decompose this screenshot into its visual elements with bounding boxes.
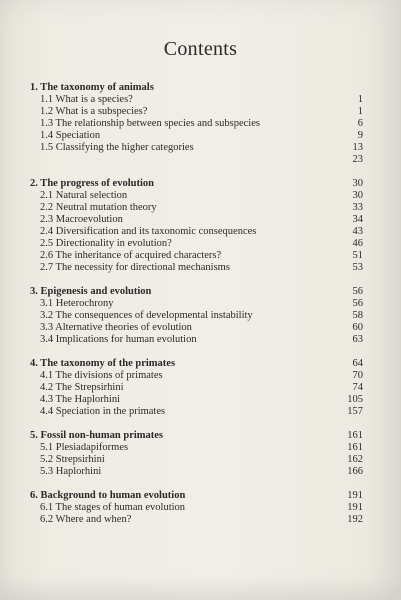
toc-entry — [40, 298, 363, 310]
section-title: 3.3 Alternative theories of evolution — [40, 322, 192, 333]
chapter-page-number: 30 — [352, 178, 363, 189]
toc-entry — [40, 442, 363, 454]
section-page-number: 191 — [347, 502, 363, 513]
toc-entry — [40, 382, 363, 394]
section-title: 6.2 Where and when? — [40, 514, 132, 525]
toc-entry — [40, 322, 363, 334]
toc-chapter — [30, 430, 363, 478]
chapter-heading: 1. The taxonomy of animals — [30, 82, 154, 93]
toc-entry — [40, 310, 363, 322]
section-title: 2.3 Macroevolution — [40, 214, 123, 225]
section-page-number: 46 — [352, 238, 363, 249]
section-page-number: 60 — [352, 322, 363, 333]
toc-chapter — [30, 286, 363, 346]
section-page-number: 157 — [347, 406, 363, 417]
toc-entry — [40, 502, 363, 514]
section-title: 4.1 The divisions of primates — [40, 370, 163, 381]
toc-entry — [40, 118, 363, 130]
section-title: 2.5 Directionality in evolution? — [40, 238, 172, 249]
section-page-number: 63 — [352, 334, 363, 345]
section-title: 3.1 Heterochrony — [40, 298, 114, 309]
section-title: 5.2 Strepsirhini — [40, 454, 105, 465]
section-page-number: 192 — [347, 514, 363, 525]
chapter-heading: 4. The taxonomy of the primates — [30, 358, 176, 369]
section-title: 3.4 Implications for human evolution — [40, 334, 197, 345]
section-page-number: 23 — [352, 154, 363, 165]
chapter-heading-row — [30, 286, 363, 298]
toc-chapter — [30, 490, 363, 526]
section-page-number: 70 — [352, 370, 363, 381]
section-page-number: 162 — [347, 454, 363, 465]
chapter-page-number: 64 — [352, 358, 363, 369]
section-page-number: 30 — [352, 190, 363, 201]
toc-entry — [40, 190, 363, 202]
section-page-number: 1 — [357, 106, 363, 117]
toc-entry — [40, 154, 363, 166]
section-page-number: 1 — [357, 94, 363, 105]
section-title: 1.1 What is a species? — [40, 94, 133, 105]
toc-entry — [40, 406, 363, 418]
section-page-number: 161 — [347, 442, 363, 453]
section-page-number: 43 — [352, 226, 363, 237]
chapter-heading: 3. Epigenesis and evolution — [30, 286, 152, 297]
chapter-heading-row — [30, 178, 363, 190]
toc-entry — [40, 214, 363, 226]
chapter-heading-row — [30, 490, 363, 502]
section-page-number: 74 — [352, 382, 363, 393]
toc-entry — [40, 334, 363, 346]
toc-entry — [40, 466, 363, 478]
toc-entry — [40, 238, 363, 250]
section-title: 2.7 The necessity for directional mechanisms — [40, 262, 230, 273]
toc-entry — [40, 394, 363, 406]
toc-chapter — [30, 358, 363, 418]
section-page-number: 13 — [352, 142, 363, 153]
toc-entry — [40, 514, 363, 526]
chapter-page-number: 161 — [347, 430, 363, 441]
section-title: 5.1 Plesiadapiformes — [40, 442, 129, 453]
chapter-heading: 5. Fossil non-human primates — [30, 430, 164, 441]
toc-entry — [40, 226, 363, 238]
toc-entry — [40, 250, 363, 262]
toc-entry — [40, 142, 363, 154]
toc-chapter — [30, 178, 363, 274]
toc-entry — [40, 262, 363, 274]
section-title: 2.2 Neutral mutation theory — [40, 202, 157, 213]
toc-entry — [40, 454, 363, 466]
chapter-page-number: 56 — [352, 286, 363, 297]
toc-chapter — [30, 82, 363, 166]
section-page-number: 105 — [347, 394, 363, 405]
section-title: 4.3 The Haplorhini — [40, 394, 121, 405]
section-title: 2.1 Natural selection — [40, 190, 128, 201]
section-title: 4.4 Speciation in the primates — [40, 406, 166, 417]
chapter-heading: 2. The progress of evolution — [30, 178, 154, 189]
section-title: 1.2 What is a subspecies? — [40, 106, 148, 117]
section-page-number: 53 — [352, 262, 363, 273]
chapter-heading-row — [30, 430, 363, 442]
section-page-number: 51 — [352, 250, 363, 261]
section-title: 4.2 The Strepsirhini — [40, 382, 124, 393]
section-page-number: 166 — [347, 466, 363, 477]
section-page-number: 34 — [352, 214, 363, 225]
chapter-page-number: 191 — [347, 490, 363, 501]
page-title: Contents — [163, 38, 238, 60]
section-title: 1.4 Speciation — [40, 130, 101, 141]
section-title: 5.3 Haplorhini — [40, 466, 102, 477]
toc-entry — [40, 94, 363, 106]
table-of-contents — [30, 82, 363, 538]
chapter-heading-row — [30, 82, 363, 94]
section-page-number: 56 — [352, 298, 363, 309]
chapter-heading: 6. Background to human evolution — [30, 490, 186, 501]
toc-entry — [40, 370, 363, 382]
section-title: 6.1 The stages of human evolution — [40, 502, 186, 513]
section-title: 3.2 The consequences of developmental instability — [40, 310, 253, 321]
toc-entry — [40, 202, 363, 214]
chapter-heading-row — [30, 358, 363, 370]
section-title: 1.5 Classifying the higher categories — [40, 142, 194, 153]
section-page-number: 6 — [357, 118, 363, 129]
section-title: 1.3 The relationship between species and subspecies — [40, 118, 260, 129]
section-title: 2.4 Diversification and its taxonomic consequences — [40, 226, 257, 237]
section-page-number: 9 — [357, 130, 363, 141]
section-title: 2.6 The inheritance of acquired characters? — [40, 250, 222, 261]
section-page-number: 58 — [352, 310, 363, 321]
toc-entry — [40, 106, 363, 118]
section-page-number: 33 — [352, 202, 363, 213]
toc-entry — [40, 130, 363, 142]
